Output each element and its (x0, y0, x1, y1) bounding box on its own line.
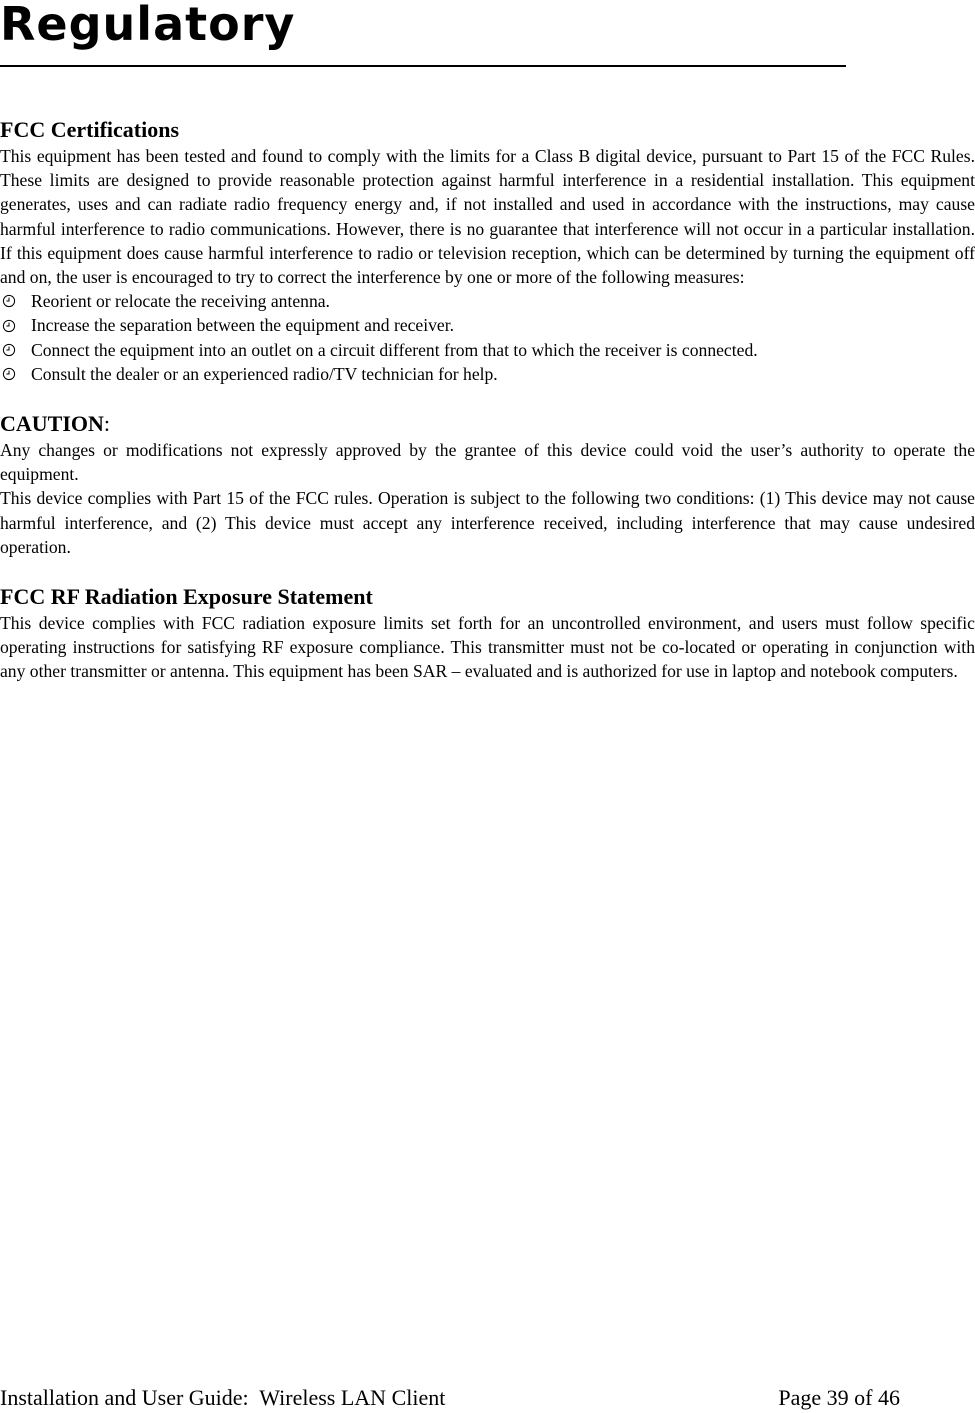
fcc-certifications-heading: FCC Certifications (0, 117, 180, 142)
fcc-certifications-text: This equipment has been tested and found to comply with the limits for a Class B digital device, pursuant to Part 15 of the FCC Rules. These limits are designed to provide reasonable protection against harmful interference in a residential installation. This equipment generates, uses and can radiate radio frequency energy and, if not installed and used in accordance with the instructions, may cause harmful interference to radio communications. However, there is no guarantee that interference will not occur in a particular installation. If this equipment does cause harmful interference to radio or television reception, which can be determined by turning the equipment off and on, the user is encouraged to try to correct the interference by one or more of the following measures: (0, 146, 975, 288)
rf-exposure-text: This device complies with FCC radiation exposure limits set forth for an uncontrolled environment, and users must follow specific operating instructions for satisfying RF exposure compliance. This transmitter must not be co-located or operating in conjunction with any other transmitter or antenna. This equipment has been SAR – evaluated and is authorized for use in laptop and notebook computers. (0, 612, 975, 682)
caution-text: Any changes or modifications not expressly approved by the grantee of this device could void the user’s authority to operate the equipment. (0, 439, 975, 485)
clock-icon (2, 338, 16, 362)
list-item (0, 289, 975, 313)
clock-icon (2, 362, 16, 386)
footer-guide-title: Installation and User Guide: Wireless LAN Client (0, 1385, 446, 1410)
list-item-text: Consult the dealer or an experienced radio/TV technician for help. (31, 363, 498, 384)
caution-section (0, 410, 975, 559)
caution-heading (0, 410, 975, 438)
title-divider (0, 65, 846, 67)
caution-heading-text: CAUTION (0, 410, 104, 436)
list-item (0, 313, 975, 337)
list-item (0, 362, 975, 386)
list-item (0, 338, 975, 362)
caution-heading-colon: : (103, 410, 111, 436)
list-item-text: Increase the separation between the equipment and receiver. (31, 315, 455, 336)
list-item-text: Connect the equipment into an outlet on a circuit different from that to which the receiver is connected. (31, 339, 758, 360)
page-title: Regulatory (0, 0, 296, 51)
measures-list (0, 289, 975, 386)
fcc-certifications-section (0, 116, 975, 386)
compliance-text: This device complies with Part 15 of the FCC rules. Operation is subject to the following two conditions: (1) This device may not cause harmful interference, and (2) This device must accept any interference received, including interference that may cause undesired operation. (0, 488, 975, 557)
rf-exposure-heading: FCC RF Radiation Exposure Statement (0, 583, 373, 609)
document-body (0, 116, 975, 684)
list-item-text: Reorient or relocate the receiving antenna. (31, 291, 330, 312)
clock-icon (2, 289, 16, 313)
rf-exposure-section (0, 583, 975, 684)
clock-icon (2, 313, 16, 337)
footer-page-number: Page 39 of 46 (778, 1385, 900, 1410)
